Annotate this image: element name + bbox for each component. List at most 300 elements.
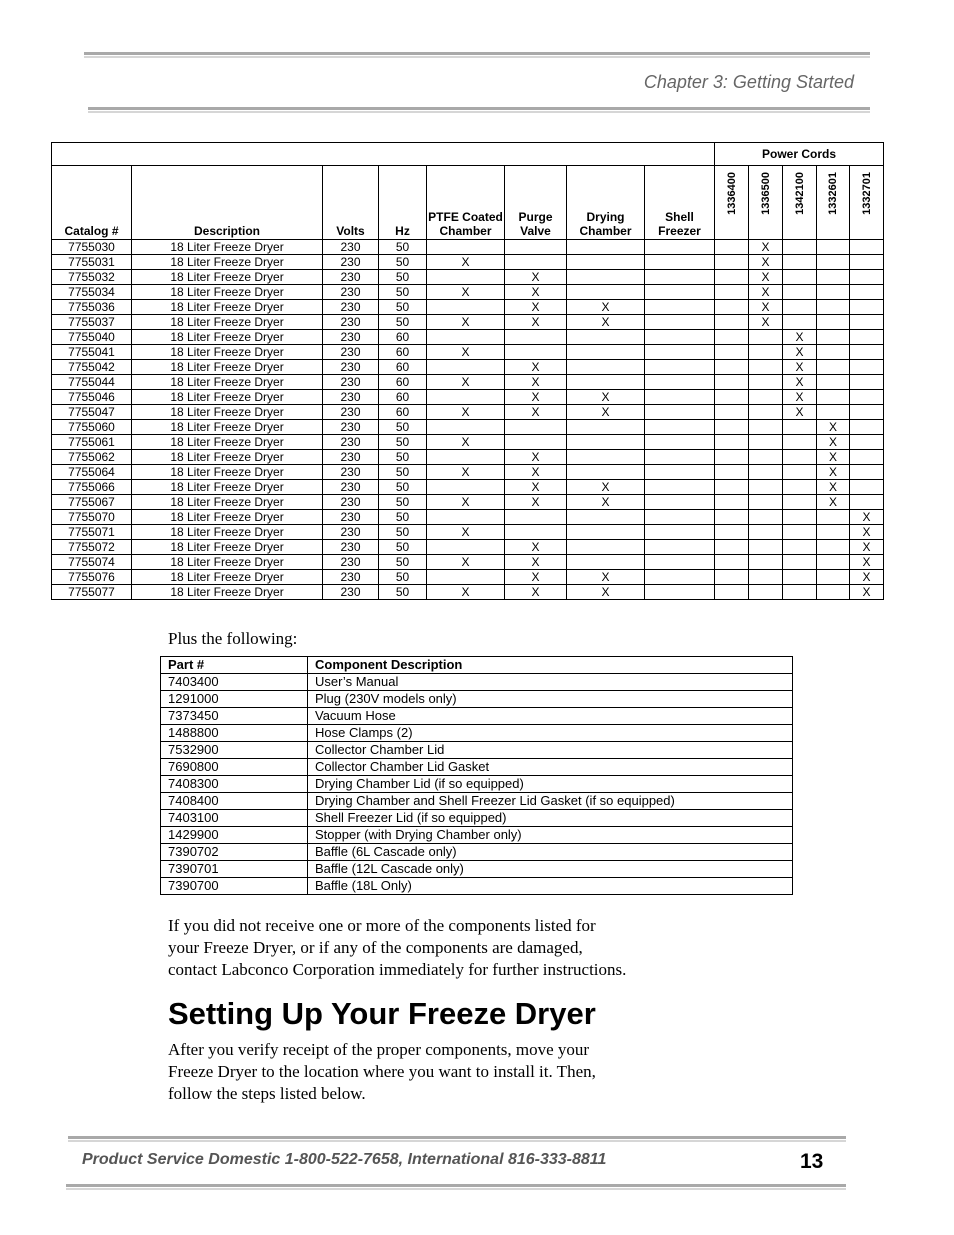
footer-rule-bottom (66, 1184, 846, 1190)
table-cell (850, 375, 884, 390)
table-cell (749, 420, 783, 435)
table-cell: 7755040 (52, 330, 132, 345)
table-cell (645, 330, 715, 345)
table-cell: Baffle (6L Cascade only) (308, 844, 793, 861)
table-cell: 18 Liter Freeze Dryer (132, 525, 323, 540)
table-cell (567, 345, 645, 360)
table-cell: Stopper (with Drying Chamber only) (308, 827, 793, 844)
table-cell: X (783, 330, 817, 345)
table-row (52, 375, 884, 390)
table-cell: 60 (379, 405, 427, 420)
table-cell: X (505, 270, 567, 285)
table-cell (567, 510, 645, 525)
table-cell (505, 255, 567, 270)
table-cell (715, 360, 749, 375)
table-cell: 7755041 (52, 345, 132, 360)
paragraph-line: If you did not receive one or more of the components listed for (168, 916, 596, 935)
table-cell: 7755062 (52, 450, 132, 465)
table-cell (817, 555, 850, 570)
table-cell (427, 330, 505, 345)
table-cell: 1291000 (161, 691, 308, 708)
table-cell: 230 (323, 525, 379, 540)
table-cell (645, 240, 715, 255)
table-row (161, 674, 793, 691)
table-cell: X (567, 570, 645, 585)
table-cell: 230 (323, 345, 379, 360)
table-cell (850, 315, 884, 330)
table-cell: 50 (379, 435, 427, 450)
table-cell (749, 345, 783, 360)
column-header-row (52, 166, 884, 240)
table-cell: X (783, 390, 817, 405)
table-cell: 7403100 (161, 810, 308, 827)
table-cell (749, 495, 783, 510)
table-cell (645, 525, 715, 540)
table-cell (850, 345, 884, 360)
table-cell (749, 465, 783, 480)
table-cell: X (505, 465, 567, 480)
table-cell (567, 525, 645, 540)
table-cell: 18 Liter Freeze Dryer (132, 555, 323, 570)
table-cell (749, 360, 783, 375)
table-cell (567, 465, 645, 480)
table-cell (850, 270, 884, 285)
table-cell (715, 375, 749, 390)
table-cell: 18 Liter Freeze Dryer (132, 330, 323, 345)
table-cell (850, 360, 884, 375)
column-header: Part # (161, 657, 308, 674)
table-cell (427, 300, 505, 315)
table-cell (783, 240, 817, 255)
table-cell (783, 270, 817, 285)
table-cell: X (850, 585, 884, 600)
power-cord-label: 1342100 (793, 172, 806, 215)
table-cell (567, 555, 645, 570)
table-cell: X (505, 375, 567, 390)
table-cell: 18 Liter Freeze Dryer (132, 240, 323, 255)
power-cord-header (783, 166, 817, 240)
table-cell: X (505, 585, 567, 600)
table-row (52, 300, 884, 315)
table-cell: 50 (379, 525, 427, 540)
column-header: Volts (323, 166, 379, 240)
missing-components-paragraph (168, 915, 626, 981)
table-cell (783, 540, 817, 555)
table-cell: 18 Liter Freeze Dryer (132, 570, 323, 585)
table-cell: X (505, 285, 567, 300)
table-cell: 230 (323, 375, 379, 390)
table-cell (850, 450, 884, 465)
power-cord-header (749, 166, 783, 240)
table-cell: Collector Chamber Lid (308, 742, 793, 759)
table-row (52, 555, 884, 570)
table-cell: User’s Manual (308, 674, 793, 691)
table-cell (783, 585, 817, 600)
table-cell: 50 (379, 255, 427, 270)
table-cell (850, 495, 884, 510)
table-cell (645, 450, 715, 465)
table-cell (505, 435, 567, 450)
table-cell: 7755061 (52, 435, 132, 450)
paragraph-line: your Freeze Dryer, or if any of the components are damaged, (168, 938, 583, 957)
table-cell: 230 (323, 540, 379, 555)
table-cell: 60 (379, 330, 427, 345)
table-cell (783, 315, 817, 330)
table-cell: 7755032 (52, 270, 132, 285)
table-row (52, 495, 884, 510)
table-cell: X (567, 585, 645, 600)
table-cell (817, 585, 850, 600)
table-cell (505, 525, 567, 540)
table-cell: 230 (323, 360, 379, 375)
table-cell: 50 (379, 420, 427, 435)
table-row (52, 435, 884, 450)
power-cord-label: 1336500 (759, 172, 772, 215)
table-cell (505, 345, 567, 360)
table-cell: 50 (379, 510, 427, 525)
components-table-body (161, 674, 793, 895)
table-cell (567, 255, 645, 270)
paragraph-line: contact Labconco Corporation immediately for further instructions. (168, 960, 627, 979)
table-cell: 7755031 (52, 255, 132, 270)
table-cell: 230 (323, 300, 379, 315)
table-cell (567, 420, 645, 435)
table-row (52, 330, 884, 345)
table-cell: X (817, 465, 850, 480)
paragraph-line: follow the steps listed below. (168, 1084, 366, 1103)
table-cell: 7755064 (52, 465, 132, 480)
power-cord-label: 1332601 (827, 172, 839, 215)
table-cell (715, 555, 749, 570)
chapter-title: Chapter 3: Getting Started (643, 72, 854, 92)
table-cell: X (850, 510, 884, 525)
table-cell: 7755046 (52, 390, 132, 405)
table-cell (427, 390, 505, 405)
table-row (161, 708, 793, 725)
table-cell (715, 525, 749, 540)
table-cell: 50 (379, 480, 427, 495)
table-cell: 230 (323, 420, 379, 435)
table-cell (817, 375, 850, 390)
table-cell (715, 345, 749, 360)
table-cell (817, 540, 850, 555)
table-cell: Hose Clamps (2) (308, 725, 793, 742)
table-cell (817, 570, 850, 585)
table-cell: 230 (323, 465, 379, 480)
table-cell: 18 Liter Freeze Dryer (132, 435, 323, 450)
table-cell: 230 (323, 330, 379, 345)
table-cell: X (817, 495, 850, 510)
table-cell (645, 345, 715, 360)
column-header: Component Description (308, 657, 793, 674)
power-cords-header: Power Cords (715, 143, 884, 166)
table-cell (783, 435, 817, 450)
table-cell: Shell Freezer Lid (if so equipped) (308, 810, 793, 827)
blank-header-cell (52, 143, 715, 166)
table-cell: 18 Liter Freeze Dryer (132, 495, 323, 510)
table-cell: Vacuum Hose (308, 708, 793, 725)
footer-rule-top (68, 1136, 846, 1142)
table-cell: 7755072 (52, 540, 132, 555)
table-cell (567, 375, 645, 390)
table-cell (715, 240, 749, 255)
table-cell (715, 480, 749, 495)
table-cell (749, 555, 783, 570)
table-cell (783, 525, 817, 540)
table-cell: 230 (323, 255, 379, 270)
table-cell: X (567, 405, 645, 420)
table-cell (645, 285, 715, 300)
table-cell (645, 420, 715, 435)
table-cell: Collector Chamber Lid Gasket (308, 759, 793, 776)
table-cell (715, 390, 749, 405)
table-cell (715, 315, 749, 330)
table-cell: 7390701 (161, 861, 308, 878)
table-cell (850, 255, 884, 270)
table-cell: 18 Liter Freeze Dryer (132, 480, 323, 495)
table-cell (567, 540, 645, 555)
table-cell (715, 570, 749, 585)
table-cell: X (783, 360, 817, 375)
table-cell: 18 Liter Freeze Dryer (132, 255, 323, 270)
power-cord-label: 1332701 (860, 172, 873, 215)
table-cell (817, 315, 850, 330)
table-cell: 7532900 (161, 742, 308, 759)
table-cell: 60 (379, 345, 427, 360)
table-cell: X (505, 315, 567, 330)
table-cell: X (567, 315, 645, 330)
table-cell: X (817, 480, 850, 495)
table-cell (783, 465, 817, 480)
table-cell: X (427, 255, 505, 270)
table-cell: 230 (323, 435, 379, 450)
table-cell: 50 (379, 300, 427, 315)
table-cell (749, 480, 783, 495)
table-cell: 7755076 (52, 570, 132, 585)
table-cell: X (567, 300, 645, 315)
table-row (161, 742, 793, 759)
table-cell: X (505, 540, 567, 555)
table-row (161, 844, 793, 861)
table-cell (645, 435, 715, 450)
table-cell (850, 330, 884, 345)
table-cell (749, 450, 783, 465)
table-cell: 50 (379, 450, 427, 465)
table-cell (427, 240, 505, 255)
table-cell: X (427, 405, 505, 420)
table-cell: 50 (379, 585, 427, 600)
table-cell: 18 Liter Freeze Dryer (132, 390, 323, 405)
table-cell: 50 (379, 270, 427, 285)
table-cell (505, 420, 567, 435)
table-cell (817, 285, 850, 300)
table-row (52, 420, 884, 435)
table-cell (850, 285, 884, 300)
table-cell (427, 270, 505, 285)
table-cell (505, 510, 567, 525)
table-cell: 18 Liter Freeze Dryer (132, 405, 323, 420)
table-cell: 7408300 (161, 776, 308, 793)
table-cell: 7755066 (52, 480, 132, 495)
table-cell: 7755070 (52, 510, 132, 525)
table-row (52, 405, 884, 420)
table-cell (783, 300, 817, 315)
table-cell: X (817, 450, 850, 465)
table-cell: X (817, 420, 850, 435)
power-cord-header (715, 166, 749, 240)
header-rule-bottom (88, 107, 870, 113)
table-cell (817, 270, 850, 285)
plus-following-text: Plus the following: (168, 629, 298, 648)
table-cell (749, 375, 783, 390)
table-cell: X (749, 300, 783, 315)
table-cell: X (427, 525, 505, 540)
table-cell (850, 405, 884, 420)
power-cord-label: 1336400 (725, 172, 738, 215)
table-cell (645, 300, 715, 315)
table-cell (715, 540, 749, 555)
table-row (52, 255, 884, 270)
table-cell: 7390700 (161, 878, 308, 895)
table-cell (715, 300, 749, 315)
table-row (52, 270, 884, 285)
table-cell (783, 495, 817, 510)
table-row (161, 776, 793, 793)
table-cell (567, 450, 645, 465)
table-cell (817, 240, 850, 255)
table-cell (427, 450, 505, 465)
table-cell (645, 510, 715, 525)
table-cell (817, 330, 850, 345)
table-cell: 230 (323, 585, 379, 600)
section-heading: Setting Up Your Freeze Dryer (168, 996, 596, 1031)
table-cell: 230 (323, 315, 379, 330)
table-cell: 18 Liter Freeze Dryer (132, 420, 323, 435)
table-cell: X (427, 585, 505, 600)
table-cell: X (505, 300, 567, 315)
table-cell (850, 480, 884, 495)
table-cell: 50 (379, 555, 427, 570)
column-header: Catalog # (52, 166, 132, 240)
table-cell: 230 (323, 405, 379, 420)
table-cell (749, 405, 783, 420)
table-cell (783, 480, 817, 495)
table-cell (749, 390, 783, 405)
table-row (52, 525, 884, 540)
column-header: Drying Chamber (567, 166, 645, 240)
table-row (52, 585, 884, 600)
table-row (52, 345, 884, 360)
table-cell (817, 510, 850, 525)
table-cell (645, 270, 715, 285)
table-cell: 230 (323, 450, 379, 465)
table-cell: X (505, 495, 567, 510)
table-cell: X (505, 480, 567, 495)
table-cell: Drying Chamber and Shell Freezer Lid Gasket (if so equipped) (308, 793, 793, 810)
table-cell (749, 540, 783, 555)
table-cell (850, 435, 884, 450)
table-cell (817, 300, 850, 315)
table-cell: X (427, 495, 505, 510)
table-cell: Drying Chamber Lid (if so equipped) (308, 776, 793, 793)
table-cell: X (505, 405, 567, 420)
table-cell: 18 Liter Freeze Dryer (132, 270, 323, 285)
table-cell: 1488800 (161, 725, 308, 742)
catalog-table (51, 142, 884, 600)
table-row (52, 285, 884, 300)
table-row (52, 450, 884, 465)
table-cell: 230 (323, 285, 379, 300)
table-cell: 7755036 (52, 300, 132, 315)
table-cell (645, 390, 715, 405)
table-cell (645, 570, 715, 585)
table-cell: 7408400 (161, 793, 308, 810)
table-cell (783, 450, 817, 465)
table-cell: X (749, 315, 783, 330)
table-cell (749, 525, 783, 540)
table-cell: 7755060 (52, 420, 132, 435)
table-cell (645, 555, 715, 570)
table-cell (645, 585, 715, 600)
column-header: Purge Valve (505, 166, 567, 240)
table-cell (715, 270, 749, 285)
table-cell (567, 270, 645, 285)
table-cell: X (427, 555, 505, 570)
table-cell: X (783, 345, 817, 360)
table-cell (817, 345, 850, 360)
table-cell (783, 285, 817, 300)
table-cell: X (567, 390, 645, 405)
table-cell (749, 330, 783, 345)
table-cell: X (505, 450, 567, 465)
table-cell (749, 570, 783, 585)
table-cell (427, 540, 505, 555)
table-cell: 50 (379, 465, 427, 480)
table-cell: 50 (379, 315, 427, 330)
table-cell: X (850, 555, 884, 570)
components-header-row (161, 657, 793, 674)
table-cell (567, 285, 645, 300)
table-cell (567, 330, 645, 345)
table-row (161, 725, 793, 742)
table-cell: 7755030 (52, 240, 132, 255)
table-cell: 7755074 (52, 555, 132, 570)
table-cell (783, 255, 817, 270)
table-cell: X (850, 525, 884, 540)
table-cell (505, 240, 567, 255)
table-cell: X (505, 555, 567, 570)
table-cell: 230 (323, 510, 379, 525)
table-cell (427, 510, 505, 525)
table-cell (783, 555, 817, 570)
table-cell (427, 420, 505, 435)
table-cell: 7403400 (161, 674, 308, 691)
table-row (161, 793, 793, 810)
table-cell (427, 480, 505, 495)
table-cell (850, 465, 884, 480)
table-cell: 230 (323, 390, 379, 405)
table-cell (783, 510, 817, 525)
power-cord-header (850, 166, 884, 240)
table-cell: 7755044 (52, 375, 132, 390)
table-cell: 18 Liter Freeze Dryer (132, 315, 323, 330)
table-cell (715, 420, 749, 435)
paragraph-line: Freeze Dryer to the location where you want to install it. Then, (168, 1062, 596, 1081)
table-cell: Plug (230V models only) (308, 691, 793, 708)
table-cell: 7755047 (52, 405, 132, 420)
column-header: Description (132, 166, 323, 240)
table-cell: 50 (379, 540, 427, 555)
